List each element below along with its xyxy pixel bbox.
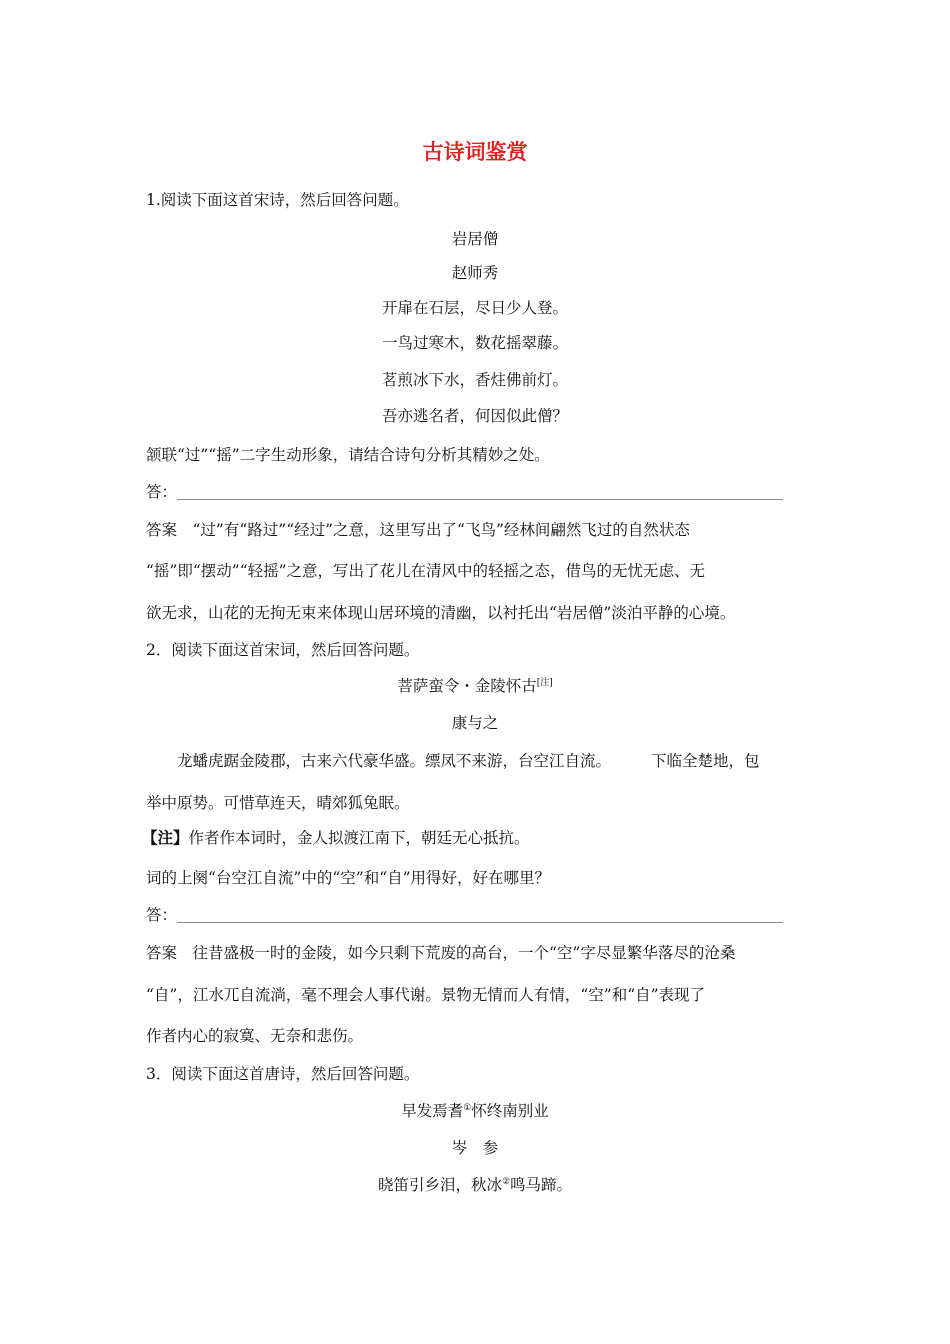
poem-2-title bbox=[0, 676, 950, 696]
poem-2-line-part: 下临全楚地，包 bbox=[651, 752, 760, 770]
note-text: 作者作本词时，金人拟渡江南下，朝廷无心抵抗。 bbox=[188, 829, 530, 847]
question-3-prompt: 3．阅读下面这首唐诗，然后回答问题。 bbox=[146, 1065, 420, 1083]
poem-2-line-part: 龙蟠虎踞金陵郡，古来六代豪华盛。缥凤不来游，台空江自流。 bbox=[177, 752, 612, 770]
poem-3-line-part: 晓笛引乡泪，秋冰 bbox=[377, 1176, 502, 1194]
poem-3-title-part: 怀终南别业 bbox=[471, 1102, 549, 1120]
poem-2-line bbox=[177, 751, 760, 771]
note-label: 【注】 bbox=[142, 828, 189, 847]
poem-1-line: 吾亦逃名者，何因似此僧？ bbox=[381, 407, 568, 425]
poem-3-line bbox=[0, 1175, 950, 1195]
poem-3-line-part: 鸣马蹄。 bbox=[510, 1176, 573, 1194]
poem-1-author: 赵师秀 bbox=[451, 264, 499, 282]
answer-2-text: 答案 往昔盛极一时的金陵，如今只剩下荒废的高台，一个“空”字尽显繁华落尽的沧桑 bbox=[146, 944, 736, 962]
answer-1-blank-line[interactable] bbox=[177, 499, 783, 500]
footnote-mark-2: ② bbox=[501, 1176, 511, 1187]
answer-2-blank-line[interactable] bbox=[177, 922, 783, 923]
answer-1-text: 答案 “过”有“路过”“经过”之意，这里写出了“飞鸟”经林间翩然飞过的自然状态 bbox=[146, 521, 690, 539]
answer-1-text: “摇”即“摆动”“轻摇”之意，写出了花儿在清风中的轻摇之态，借鸟的无忧无虑、无 bbox=[146, 562, 706, 580]
poem-2-title-text: 菩萨蛮令・金陵怀古 bbox=[397, 677, 537, 695]
poem-1-line: 一鸟过寒木，数花摇翠藤。 bbox=[381, 334, 568, 352]
poem-3-title bbox=[0, 1101, 950, 1121]
question-2-text: 词的上阕“台空江自流”中的“空”和“自”用得好，好在哪里？ bbox=[146, 869, 551, 887]
poem-1-line: 茗煎冰下水，香炷佛前灯。 bbox=[381, 371, 568, 389]
footnote-mark-1: ① bbox=[463, 1102, 472, 1113]
poem-2-author: 康与之 bbox=[451, 714, 499, 732]
answer-2-label: 答： bbox=[146, 906, 178, 924]
poem-2-note-mark: [注] bbox=[536, 677, 553, 688]
answer-1-label: 答： bbox=[146, 483, 178, 501]
poem-1-line: 开扉在石层，尽日少人登。 bbox=[381, 299, 568, 317]
question-2-prompt: 2．阅读下面这首宋词，然后回答问题。 bbox=[146, 641, 420, 659]
question-1-prompt: 1.阅读下面这首宋诗，然后回答问题。 bbox=[146, 191, 409, 209]
poem-3-title-part: 早发焉耆 bbox=[401, 1102, 464, 1120]
poem-2-line: 举中原势。可惜草连天，晴郊狐兔眠。 bbox=[146, 794, 410, 812]
poem-3-author: 岑 参 bbox=[451, 1139, 499, 1157]
answer-2-text: 作者内心的寂寞、无奈和悲伤。 bbox=[146, 1027, 364, 1045]
page-title: 古诗词鉴赏 bbox=[422, 139, 528, 164]
answer-2-text: “自”，江水兀自流淌，毫不理会人事代谢。景物无情而人有情，“空”和“自”表现了 bbox=[146, 986, 706, 1004]
answer-1-text: 欲无求，山花的无拘无束来体现山居环境的清幽，以衬托出“岩居僧”淡泊平静的心境。 bbox=[146, 604, 736, 622]
poem-2-note bbox=[142, 828, 530, 848]
question-1-text: 颔联“过”“摇”二字生动形象，请结合诗句分析其精妙之处。 bbox=[146, 446, 550, 464]
poem-1-title: 岩居僧 bbox=[451, 230, 499, 248]
